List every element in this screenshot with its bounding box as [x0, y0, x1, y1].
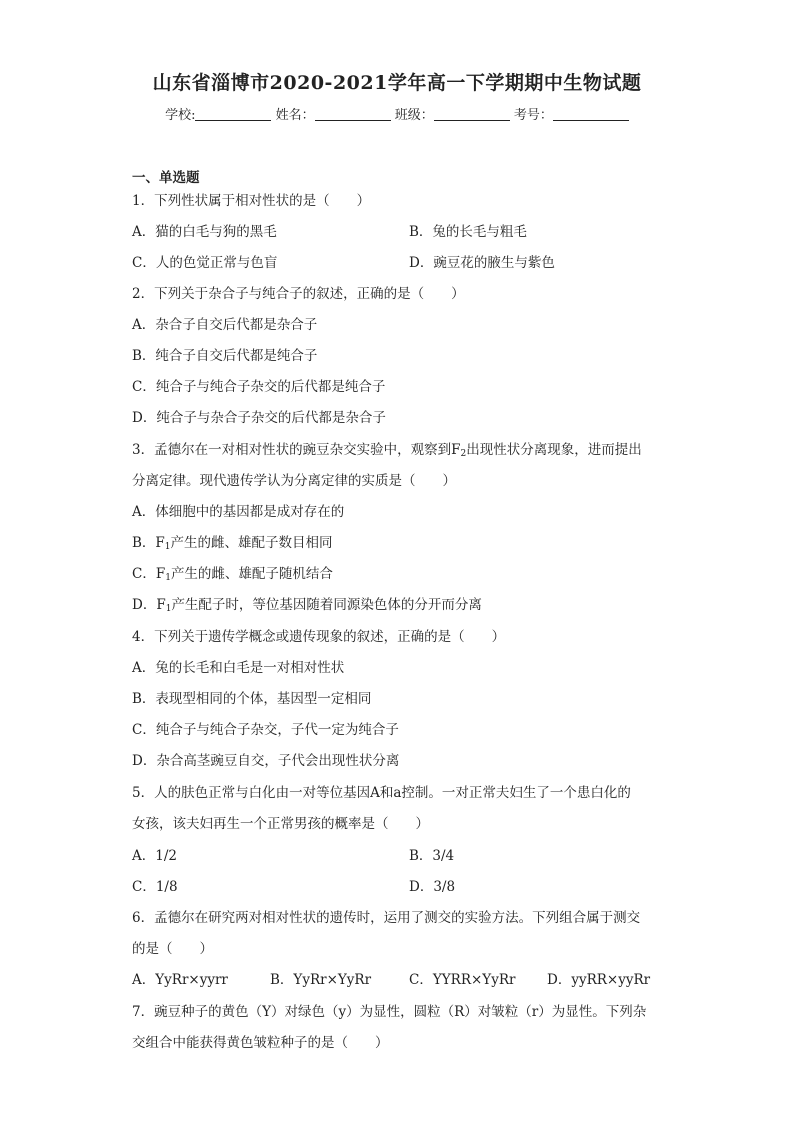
id-blank[interactable] [553, 108, 629, 121]
q2-option-c: C．纯合子与纯合子杂交的后代都是纯合子 [132, 379, 386, 395]
q1-stem: 1．下列性状属于相对性状的是（ ） [132, 193, 371, 209]
q5-option-c: C．1/8 [132, 879, 178, 895]
q6-option-c: C．YYRR×YyRr [409, 972, 516, 988]
q5-option-b: B．3/4 [409, 848, 455, 864]
q4-stem: 4．下列关于遗传学概念或遗传现象的叙述，正确的是（ ） [132, 629, 506, 645]
q4-option-d: D．杂合高茎豌豆自交，子代会出现性状分离 [132, 753, 400, 769]
q5-option-a: A．1/2 [132, 848, 177, 864]
q2-option-d: D．纯合子与杂合子杂交的后代都是杂合子 [132, 410, 386, 426]
section-heading: 一、单选题 [132, 170, 200, 186]
q6-stem-line2: 的是（ ） [132, 941, 213, 957]
school-label: 学校: [165, 108, 196, 123]
name-blank[interactable] [315, 108, 391, 121]
class-blank[interactable] [434, 108, 510, 121]
q2-stem: 2．下列关于杂合子与纯合子的叙述，正确的是（ ） [132, 286, 465, 302]
q3-stem-line2: 分离定律。现代遗传学认为分离定律的实质是（ ） [132, 473, 456, 489]
q1-option-d: D．豌豆花的腋生与紫色 [409, 255, 555, 271]
q5-option-d: D．3/8 [409, 879, 456, 895]
q4-option-b: B．表现型相同的个体，基因型一定相同 [132, 691, 372, 707]
q3-option-c: C．$F_1$产生的雌、雄配子随机结合 [132, 566, 333, 583]
q1-option-c: C．人的色觉正常与色盲 [132, 255, 278, 271]
q3-option-d: D．$F_1$产生配子时，等位基因随着同源染色体的分开而分离 [132, 597, 482, 614]
q2-option-b: B．纯合子自交后代都是纯合子 [132, 348, 318, 364]
q7-stem-line1: 7．豌豆种子的黄色（Y）对绿色（y）为显性，圆粒（R）对皱粒（r）为显性。下列杂 [132, 1004, 647, 1020]
name-label: 姓名： [275, 108, 315, 123]
q7-stem-line2: 交组合中能获得黄色皱粒种子的是（ ） [132, 1035, 389, 1051]
student-info-line [0, 104, 794, 123]
q3-option-b: B．$F_1$产生的雌、雄配子数目相同 [132, 535, 333, 552]
q6-option-d: D．yyRR×yyRr [547, 972, 651, 988]
q2-option-a: A．杂合子自交后代都是杂合子 [132, 317, 318, 333]
q6-option-b: B．YyRr×YyRr [270, 972, 372, 988]
q6-option-a: A．YyRr×yyrr [132, 972, 228, 988]
q5-stem-line2: 女孩，该夫妇再生一个正常男孩的概率是（ ） [132, 816, 429, 832]
q1-option-b: B．兔的长毛与粗毛 [409, 224, 527, 240]
id-label: 考号： [513, 108, 553, 123]
q4-option-c: C．纯合子与纯合子杂交，子代一定为纯合子 [132, 722, 399, 738]
exam-title: 山东省淄博市2020-2021学年高一下学期期中生物试题 [152, 72, 642, 94]
q6-stem-line1: 6．孟德尔在研究两对相对性状的遗传时，运用了测交的实验方法。下列组合属于测交 [132, 910, 641, 926]
class-label: 班级： [394, 108, 434, 123]
q1-option-a: A．猫的白毛与狗的黑毛 [132, 224, 277, 240]
q3-option-a: A．体细胞中的基因都是成对存在的 [132, 504, 345, 520]
q3-stem-line1: 3．孟德尔在一对相对性状的豌豆杂交实验中，观察到$F_2$出现性状分离现象，进而提出 [132, 442, 642, 459]
q5-stem-line1: 5．人的肤色正常与白化由一对等位基因A和a控制。一对正常夫妇生了一个患白化的 [132, 785, 631, 801]
q4-option-a: A．兔的长毛和白毛是一对相对性状 [132, 660, 345, 676]
school-blank[interactable] [195, 108, 271, 121]
